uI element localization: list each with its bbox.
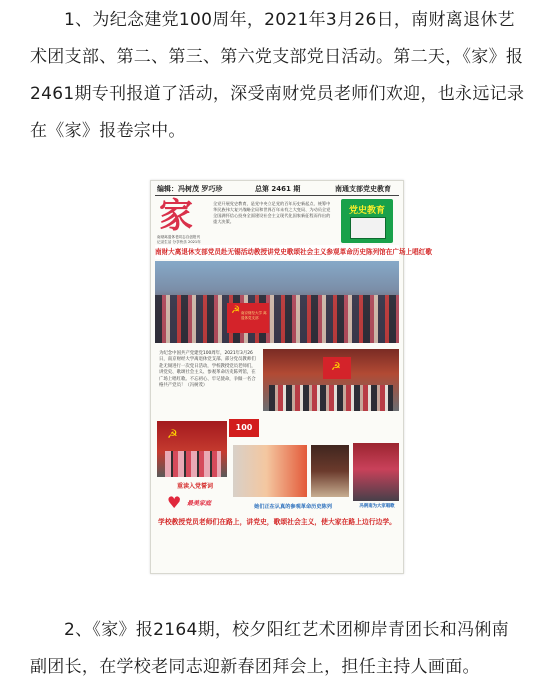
heart-icon: ♥ (167, 493, 182, 512)
party-history-badge (341, 199, 393, 243)
best-family-logo (165, 493, 225, 513)
oath-photo (157, 421, 227, 477)
newspaper-footer: 学校教授党员老师们在路上，讲党史，歌颂社会主义，使大家在路上边行边学。 (158, 518, 396, 526)
paragraph-2: 2、《家》报2164期，校夕阳红艺术团柳岸青团长和冯俐南副团长，在学校老同志迎新春团拜会上，担任主持人画面。 (30, 620, 509, 677)
newspaper-header (151, 181, 403, 195)
newspaper-publisher: 南通支部党史教育 (335, 185, 391, 193)
headline: 南财大离退休支部党员赴无锡活动教授讲党史歌颂社会主义参观革命历史陈列馆在广场上唱红歌 (155, 245, 399, 259)
museum-people (269, 385, 393, 411)
masthead-title: 家 (159, 196, 193, 236)
singer-photo (353, 443, 399, 501)
oath-people (165, 451, 221, 477)
newspaper-issue: 总第 2461 期 (255, 185, 301, 193)
hammer-sickle-icon: ☭ (331, 360, 341, 373)
masthead (155, 198, 207, 234)
masthead-side-text: 南财离退休老同志自创报刊 记录生活 分享快乐 2021年 (157, 235, 201, 244)
group-people (155, 295, 399, 343)
museum-group-photo (263, 349, 399, 411)
hammer-sickle-icon: ☭ (231, 305, 240, 316)
newspaper-image (150, 180, 432, 574)
best-family-text: 最美家庭 (187, 500, 212, 507)
oath-caption: 重读入党誓词 (176, 483, 213, 490)
museum-caption: 她们正在认真的参观革命历史陈列 (254, 504, 332, 510)
article-body: 为纪念中国共产党建党100周年，2021年3月26日，南京财经大学离退休党支部、部分党员教师们赴无锡进行一次党日活动，学校教授党员老师们，讲党史、歌颂社会主义、参观革命历史陈列馆，在广场上唱红歌。不忘初心、牢记使命，争做一名合格共产党员！（冯树茂） (159, 351, 256, 389)
party-flag (227, 303, 269, 333)
exhibit-photo (233, 445, 307, 497)
newspaper-editors: 编辑：冯树茂 罗巧珍 (157, 185, 223, 193)
hammer-sickle-icon: ☭ (167, 427, 178, 441)
centenary-logo: 100 (229, 419, 259, 437)
computer-icon (350, 217, 386, 239)
paragraph-1: 1、为纪念建党100周年，2021年3月26日，南财离退休艺术团支部、第二、第三、第六党支部党日活动。第二天，《家》报2461期专刊报道了活动，深受南财党员老师们欢迎，也永远记录在《家》报卷宗中。 (30, 10, 525, 141)
flag-text: 南京财经大学 离退休党支部 (241, 311, 267, 320)
intro-text: 全党开展党史教育，是党中央立足党的百年历史新起点、统筹中华民族伟大复兴战略全局和世界百年未有之大变局、为动员全党全国满怀信心投身全面建设社会主义现代化国家新征程而作出的重大决策。 (213, 201, 331, 224)
party-emblem (323, 357, 351, 379)
badge-title: 党史教育 (348, 206, 385, 216)
singer-caption: 冯俐南为大家唱歌 (359, 504, 395, 509)
visitors-photo (311, 445, 349, 497)
group-photo (155, 261, 399, 343)
